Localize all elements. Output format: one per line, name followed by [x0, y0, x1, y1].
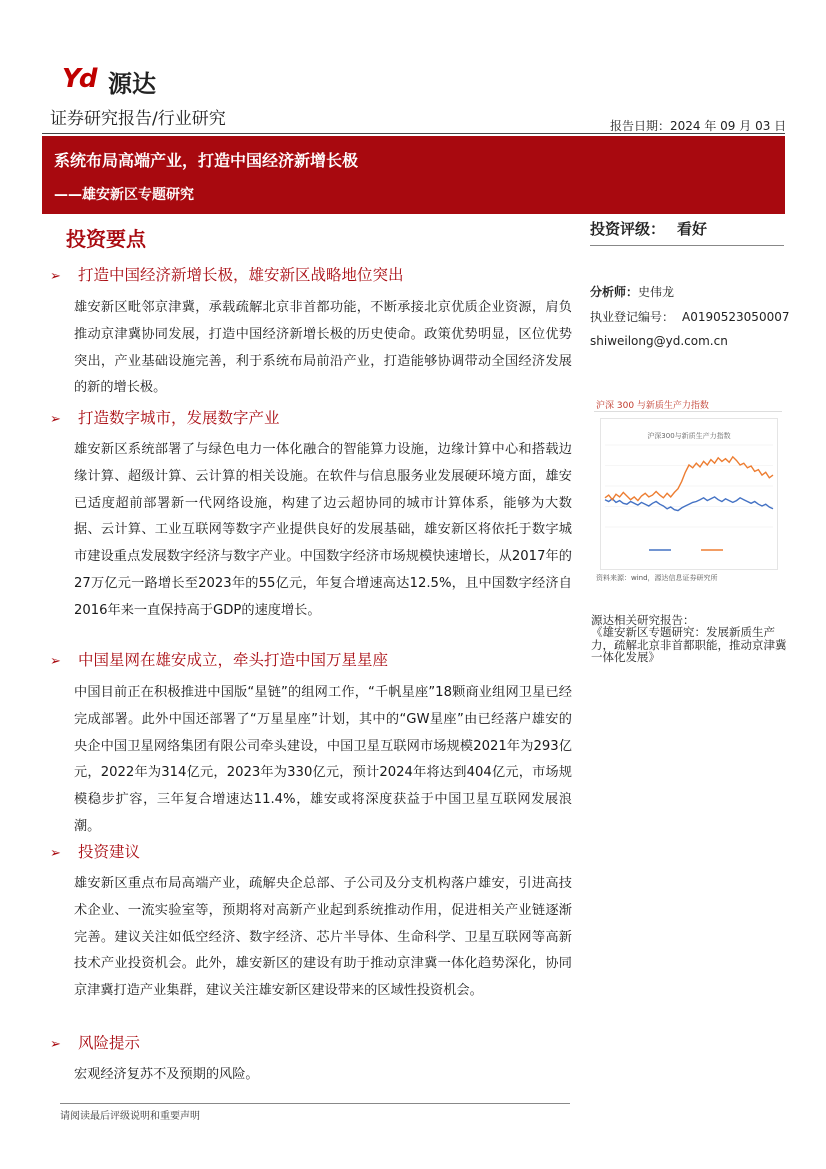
section-body: 雄安新区系统部署了与绿色电力一体化融合的智能算力设施，边缘计算中心和搭载边缘计算、超级计算、云计算的相关设施。在软件与信息服务业发展硬环境方面，雄安已适度超前部署新一代网络设施，构建了边云超协同的城市计算体系，能够为大数据、云计算、工业互联网等数字产业提供良好的发展基础，雄安新区将依托于数字城市建设重点发展数字经济与数字产业。中国数字经济市场规模快速增长，从2017年的27万亿元一路增长至2023年的55亿元，年复合增速高达12.5%，且中国数字经济自2016年来一直保持高于GDP的速度增长。 [74, 442, 572, 618]
rating-label: 投资评级： [590, 220, 666, 238]
section-heading-text: 打造中国经济新增长极，雄安新区战略地位突出 [78, 266, 404, 284]
brand-logo [62, 62, 174, 98]
logo-name: 源达 [108, 70, 156, 98]
section-heading-text: 投资建议 [78, 843, 141, 861]
arrow-right-icon: ➢ [50, 412, 61, 427]
section-body: 雄安新区毗邻京津冀，承载疏解北京非首都功能，不断承接北京优质企业资源，肩负推动京津冀协同发展，打造中国经济新增长极的历史使命。政策优势明显，区位优势突出，产业基础设施完善，利于系统布局前沿产业，打造能够协调带动全国经济发展的新的增长极。 [74, 300, 572, 396]
rating-value: 看好 [677, 220, 708, 238]
section-heading [50, 648, 388, 670]
arrow-right-icon: ➢ [50, 269, 61, 284]
index-chart [600, 418, 778, 570]
section-heading-text: 打造数字城市，发展数字产业 [78, 409, 280, 427]
section-heading [50, 406, 280, 428]
section-heading [50, 1031, 140, 1053]
registration-line [590, 308, 789, 325]
chart-box-title: 沪深 300 与新质生产力指数 [596, 401, 709, 411]
section-body: 宏观经济复苏不及预期的风险。 [74, 1067, 259, 1082]
investment-rating [590, 218, 707, 239]
registration-label: 执业登记编号： [590, 310, 675, 324]
chart-svg [601, 419, 777, 569]
header-divider [42, 133, 785, 134]
arrow-right-icon: ➢ [50, 1037, 61, 1052]
arrow-right-icon: ➢ [50, 654, 61, 669]
registration-number: A0190523050007 [682, 310, 790, 324]
analyst-line [590, 283, 674, 300]
chart-source: 资料来源：wind，源达信息证券研究所 [596, 574, 718, 582]
section-body: 中国目前正在积极推进中国版“星链”的组网工作，“千帆星座”18颗商业组网卫星已经完成部署。此外中国还部署了“万星星座”计划，其中的“GW星座”由已经落户雄安的央企中国卫星网络集团有限公司牵头建设，中国卫星互联网市场规模2021年为293亿元，2022年为314亿元，2023年为330亿元，预计2024年将达到404亿元，市场规模稳步扩容，三年复合增速达11.4%，雄安或将深度获益于中国卫星互联网发展浪潮。 [74, 685, 572, 834]
section-heading-text: 中国星网在雄安成立，牵头打造中国万星星座 [78, 651, 389, 669]
section-heading-text: 风险提示 [78, 1034, 141, 1052]
report-title: 系统布局高端产业，打造中国经济新增长极 [54, 151, 359, 170]
related-reports-title: 源达相关研究报告： [591, 613, 695, 627]
report-type: 证券研究报告/行业研究 [50, 109, 226, 129]
analyst-email[interactable]: shiweilong@yd.com.cn [590, 334, 728, 348]
arrow-right-icon: ➢ [50, 846, 61, 861]
rating-divider [590, 245, 784, 246]
report-date: 报告日期：2024 年 09 月 03 日 [610, 119, 787, 133]
related-report-link[interactable]: 《雄安新区专题研究：发展新质生产力，疏解北京非首都职能，推动京津冀一体化发展》 [591, 625, 787, 664]
section-body: 雄安新区重点布局高端产业，疏解央企总部、子公司及分支机构落户雄安，引进高技术企业、一流实验室等，预期将对高新产业起到系统推动作用，促进相关产业链逐渐完善。建议关注如低空经济、数字经济、芯片半导体、生命科学、卫星互联网等高新技术产业投资机会。此外，雄安新区的建设有助于推动京津冀一体化趋势深化，协同京津冀打造产业集群，建议关注雄安新区建设带来的区域性投资机会。 [74, 876, 572, 999]
section-heading [50, 840, 140, 862]
analyst-label: 分析师： [590, 285, 639, 299]
section-title: 投资要点 [66, 227, 146, 251]
chart-title: 沪深300与新质生产力指数 [647, 432, 731, 440]
logo-mark: Yd [62, 64, 96, 94]
analyst-name: 史伟龙 [638, 285, 675, 299]
footer-divider [60, 1103, 570, 1104]
section-heading [50, 263, 404, 285]
footer-disclaimer[interactable]: 请阅读最后评级说明和重要声明 [60, 1111, 200, 1122]
chart-series-line-2 [605, 457, 773, 501]
chart-box-divider [594, 411, 782, 412]
report-subtitle: ——雄安新区专题研究 [54, 187, 194, 203]
